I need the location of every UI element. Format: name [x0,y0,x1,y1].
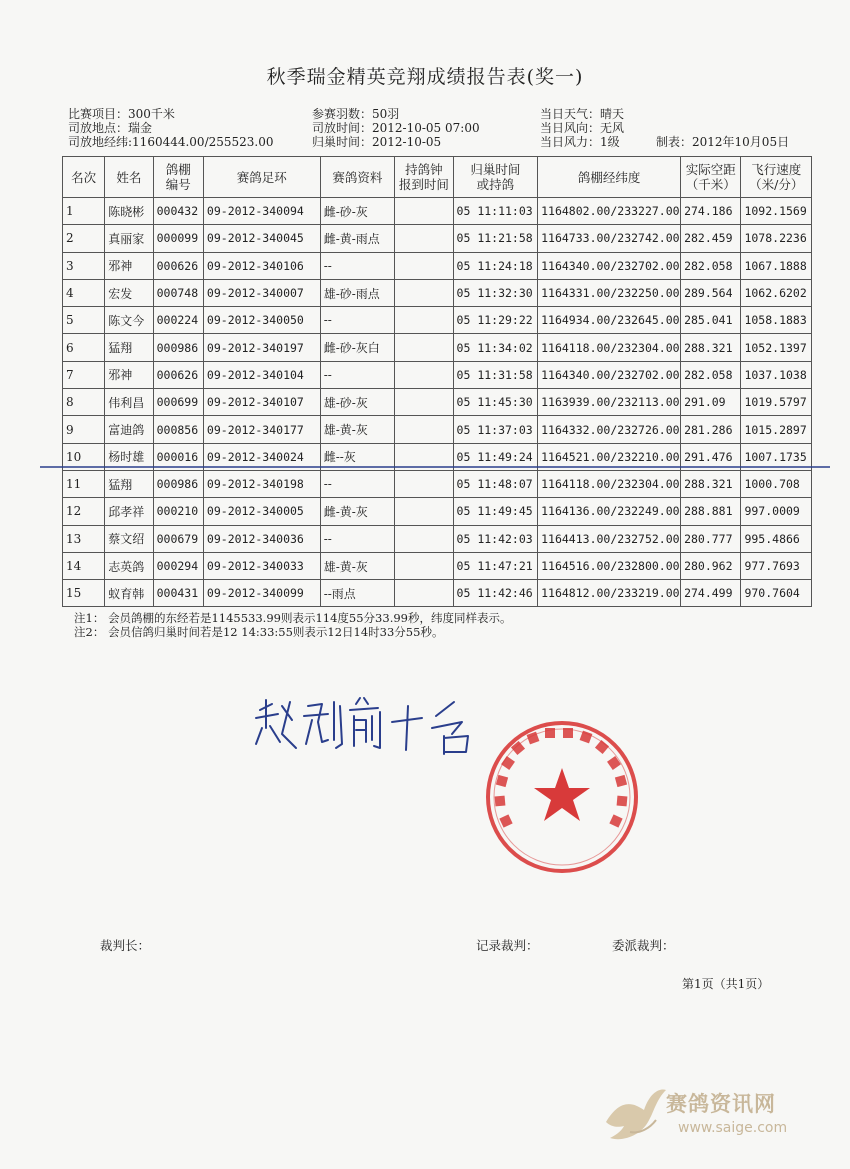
table-cell: 1007.1735 [741,443,812,470]
table-cell: -- [320,307,394,334]
column-header: 持鸽钟 报到时间 [395,157,453,198]
table-cell: 1164516.00/232800.00 [538,552,681,579]
table-cell: 1164934.00/232645.00 [538,307,681,334]
table-cell: 富迪鸽 [105,416,153,443]
table-cell: 282.058 [681,361,741,388]
table-cell: 000626 [153,252,203,279]
table-row [63,361,812,388]
table-cell: 000431 [153,580,203,607]
table-cell: 09-2012-340198 [203,470,320,497]
table-cell: 伟利昌 [105,389,153,416]
table-cell: 09-2012-340094 [203,198,320,225]
table-cell: 288.321 [681,334,741,361]
table-cell: 1000.708 [741,470,812,497]
table-cell: 05 11:49:24 [453,443,538,470]
table-cell: 281.286 [681,416,741,443]
table-cell: 05 11:34:02 [453,334,538,361]
table-cell: 1058.1883 [741,307,812,334]
table-cell: 05 11:42:46 [453,580,538,607]
table-cell: 09-2012-340197 [203,334,320,361]
table-cell: 000699 [153,389,203,416]
table-cell [395,279,453,306]
table-cell: 282.058 [681,252,741,279]
table-cell: 000099 [153,225,203,252]
table-cell: 猛翔 [105,334,153,361]
note-2: 注2： 会员信鸽归巢时间若是12 14:33:55则表示12日14时33分55秒。 [74,625,444,639]
table-cell: 15 [63,580,105,607]
dove-logo-icon [600,1082,672,1148]
table-cell: 05 11:37:03 [453,416,538,443]
table-cell: 05 11:31:58 [453,361,538,388]
table-cell: 05 11:47:21 [453,552,538,579]
column-header: 赛鸽资料 [320,157,394,198]
table-cell: 5 [63,307,105,334]
table-cell: 14 [63,552,105,579]
table-cell: 1164331.00/232250.00 [538,279,681,306]
meta-wind-force: 当日风力：1级 [540,135,620,149]
table-cell: 09-2012-340177 [203,416,320,443]
meta-wind-direction: 当日风向：无风 [540,121,625,135]
table-cell: 09-2012-340106 [203,252,320,279]
watermark-url: www.saige.com [678,1120,788,1136]
table-cell: 1092.1569 [741,198,812,225]
table-row [63,552,812,579]
table-cell: 000748 [153,279,203,306]
table-cell: 1164340.00/232702.00 [538,252,681,279]
table-cell: 000294 [153,552,203,579]
table-row [63,279,812,306]
table-cell: 000016 [153,443,203,470]
column-header: 飞行速度 （米/分） [741,157,812,198]
table-row [63,498,812,525]
table-cell: 1078.2236 [741,225,812,252]
table-cell: 1164118.00/232304.00 [538,470,681,497]
table-cell: 282.459 [681,225,741,252]
table-cell: 05 11:21:58 [453,225,538,252]
table-cell: 000679 [153,525,203,552]
table-cell: 10 [63,443,105,470]
table-cell: 000224 [153,307,203,334]
table-cell: 291.09 [681,389,741,416]
table-row [63,470,812,497]
table-body [63,198,812,607]
table-cell: 285.041 [681,307,741,334]
table-cell: 05 11:32:30 [453,279,538,306]
table-cell: 274.186 [681,198,741,225]
table-cell: 05 11:29:22 [453,307,538,334]
table-cell: 05 11:24:18 [453,252,538,279]
table-cell [395,389,453,416]
table-cell: 1164136.00/232249.00 [538,498,681,525]
table-cell: --雨点 [320,580,394,607]
table-cell: 288.881 [681,498,741,525]
table-cell [395,552,453,579]
table-row [63,580,812,607]
table-cell: 雌-砂-灰 [320,198,394,225]
table-cell: 1015.2897 [741,416,812,443]
table-cell: 09-2012-340033 [203,552,320,579]
club-seal [483,718,641,876]
table-cell: 志英鸽 [105,552,153,579]
meta-place: 司放地点：瑞金 [68,121,153,135]
table-cell: 雌-黄-灰 [320,498,394,525]
table-cell: 宏发 [105,279,153,306]
table-cell: 11 [63,470,105,497]
table-cell: 邱孝祥 [105,498,153,525]
table-cell: 杨时雄 [105,443,153,470]
table-cell: 8 [63,389,105,416]
table-cell: 291.476 [681,443,741,470]
table-cell: 4 [63,279,105,306]
column-header: 姓名 [105,157,153,198]
table-cell: 09-2012-340007 [203,279,320,306]
table-cell [395,498,453,525]
table-cell: 1052.1397 [741,334,812,361]
table-cell [395,307,453,334]
table-cell: 邪神 [105,361,153,388]
table-row [63,525,812,552]
table-cell: 1019.5797 [741,389,812,416]
table-cell: -- [320,361,394,388]
table-header-row [63,157,812,198]
table-cell [395,580,453,607]
table-cell: 05 11:45:30 [453,389,538,416]
scan-line [40,466,830,468]
table-cell: 09-2012-340050 [203,307,320,334]
table-cell [395,225,453,252]
meta-project: 比赛项目：300千米 [68,107,175,121]
table-cell [395,361,453,388]
table-cell: 09-2012-340107 [203,389,320,416]
table-cell: 蔡文绍 [105,525,153,552]
table-row [63,198,812,225]
table-cell: 000986 [153,470,203,497]
table-cell: 陈文今 [105,307,153,334]
table-cell: 977.7693 [741,552,812,579]
table-cell: 1067.1888 [741,252,812,279]
table-cell: 000626 [153,361,203,388]
table-cell: 9 [63,416,105,443]
table-cell: 1062.6202 [741,279,812,306]
watermark [600,1082,810,1152]
watermark-text: 赛鸽资讯网 [666,1092,776,1116]
table-cell: 1164521.00/232210.00 [538,443,681,470]
table-row [63,334,812,361]
column-header: 名次 [63,157,105,198]
report-title: 秋季瑞金精英竞翔成绩报告表(奖一) [266,66,584,88]
handwritten-note [252,692,482,762]
table-cell: 陈晓彬 [105,198,153,225]
table-cell: 猛翔 [105,470,153,497]
chief-judge-label: 裁判长： [100,938,151,953]
table-cell: 000432 [153,198,203,225]
table-cell: 1163939.00/232113.00 [538,389,681,416]
table-cell: 雌--灰 [320,443,394,470]
table-cell [395,416,453,443]
column-header: 鸽棚经纬度 [538,157,681,198]
meta-made-date: 制表：2012年10月05日 [656,135,790,149]
table-cell: 1164332.00/232726.00 [538,416,681,443]
meta-weather: 当日天气：晴天 [540,107,625,121]
table-cell: 970.7604 [741,580,812,607]
table-cell: 05 11:49:45 [453,498,538,525]
table-cell: 09-2012-340045 [203,225,320,252]
table-cell: 1 [63,198,105,225]
table-cell: 995.4866 [741,525,812,552]
table-cell: 真丽家 [105,225,153,252]
table-cell: 1037.1038 [741,361,812,388]
table-row [63,416,812,443]
page-indicator: 第1页（共1页） [682,977,770,991]
table-cell: 05 11:48:07 [453,470,538,497]
table-cell: 雌-黄-雨点 [320,225,394,252]
meta-release-time: 司放时间：2012-10-05 07:00 [312,121,480,135]
table-cell: -- [320,252,394,279]
table-cell: 3 [63,252,105,279]
table-cell [395,252,453,279]
table-cell: 雄-砂-雨点 [320,279,394,306]
table-cell: 09-2012-340036 [203,525,320,552]
table-cell: 1164118.00/232304.00 [538,334,681,361]
table-cell [395,334,453,361]
table-cell: 09-2012-340104 [203,361,320,388]
table-cell: 12 [63,498,105,525]
table-cell: 288.321 [681,470,741,497]
meta-count: 参赛羽数：50羽 [312,107,400,121]
note-1: 注1： 会员鸽棚的东经若是1145533.99则表示114度55分33.99秒，纬度同样表示。 [74,611,512,625]
column-header: 赛鸽足环 [203,157,320,198]
column-header: 实际空距 （千米） [681,157,741,198]
table-cell: 05 11:11:03 [453,198,538,225]
table-cell: 09-2012-340005 [203,498,320,525]
appointed-judge-label: 委派裁判： [612,938,675,953]
table-cell: 09-2012-340024 [203,443,320,470]
table-cell: 7 [63,361,105,388]
column-header: 归巢时间 或持鸽 [453,157,538,198]
table-cell: 09-2012-340099 [203,580,320,607]
table-cell: 雄-黄-灰 [320,416,394,443]
table-cell: 000210 [153,498,203,525]
table-cell: 1164340.00/232702.00 [538,361,681,388]
table-cell: 2 [63,225,105,252]
table-cell [395,470,453,497]
table-cell: -- [320,470,394,497]
table-cell: 雌-砂-灰白 [320,334,394,361]
meta-return-time: 归巢时间：2012-10-05 [312,135,442,149]
table-row [63,307,812,334]
recorder-judge-label: 记录裁判： [476,938,539,953]
table-cell: 1164413.00/232752.00 [538,525,681,552]
table-row [63,252,812,279]
table-cell: 1164802.00/233227.00 [538,198,681,225]
table-cell: 蚁育韩 [105,580,153,607]
table-cell: 雄-砂-灰 [320,389,394,416]
meta-coords: 司放地经纬:1160444.00/255523.00 [68,135,274,149]
table-cell: 280.777 [681,525,741,552]
table-row [63,389,812,416]
table-cell: 000856 [153,416,203,443]
table-row [63,225,812,252]
table-cell: 274.499 [681,580,741,607]
table-cell: 289.564 [681,279,741,306]
table-cell: 13 [63,525,105,552]
table-cell: 1164812.00/233219.00 [538,580,681,607]
table-cell: 雄-黄-灰 [320,552,394,579]
table-cell: 05 11:42:03 [453,525,538,552]
table-cell: 6 [63,334,105,361]
table-cell [395,525,453,552]
results-table [62,156,812,607]
table-cell: 000986 [153,334,203,361]
table-cell: 1164733.00/232742.00 [538,225,681,252]
column-header: 鸽棚 编号 [153,157,203,198]
table-cell [395,198,453,225]
table-cell: 280.962 [681,552,741,579]
table-cell: 邪神 [105,252,153,279]
table-cell: -- [320,525,394,552]
table-cell: 997.0009 [741,498,812,525]
